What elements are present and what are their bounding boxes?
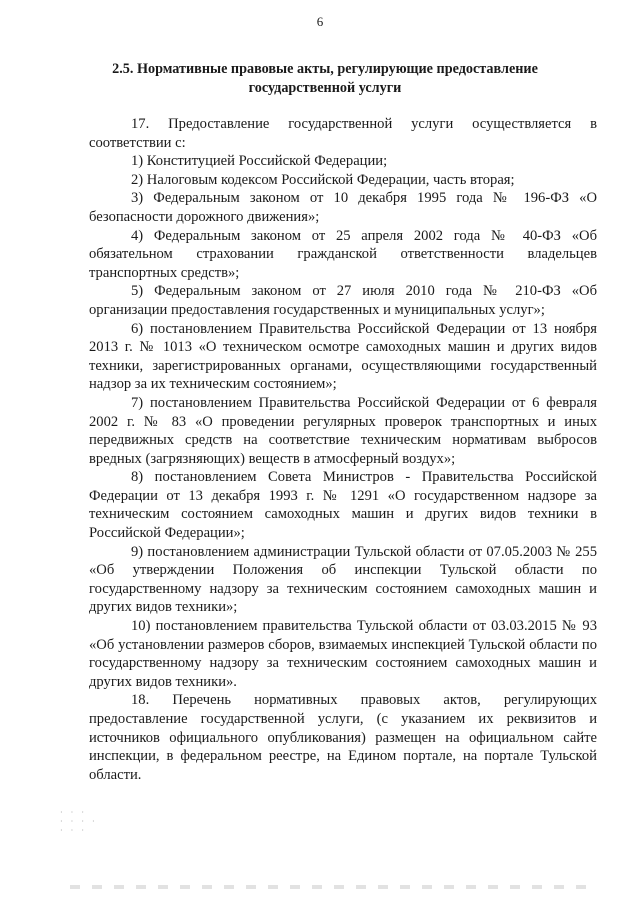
list-item: 9) постановлением администрации Тульской области от 07.05.2003 № 255 «Об утверждении Положения об инспекции Тульской области по государственному надзору за техническим состоянием самоходных машин и других видов техники»; <box>89 543 597 616</box>
paragraph-18: 18. Перечень нормативных правовых актов, регулирующих предоставление государственной услуги, (с указанием их реквизитов и источников официального опубликования) размещен на официальном сайте инспекции, в федеральном реестре, на Едином портале, на портале Тульской области. <box>89 692 597 783</box>
scan-specks: · · · · · · · · · · <box>60 808 98 835</box>
list-item: 6) постановлением Правительства Российской Федерации от 13 ноября 2013 г. № 1013 «О техническом осмотре самоходных машин и других видов техники, зарегистрированных органами, осуществляющими государственный надзор за их техническим состоянием»; <box>89 320 597 393</box>
list-item: 3) Федеральным законом от 10 декабря 1995 года № 196-ФЗ «О безопасности дорожного движения»; <box>89 190 597 225</box>
paragraph-17: 17. Предоставление государственной услуги осуществляется в соответствии с: <box>89 116 597 151</box>
scan-artifact-line <box>70 885 590 889</box>
document-body <box>89 115 597 784</box>
list-item: 1) Конституцией Российской Федерации; <box>131 153 388 170</box>
list-item: 5) Федеральным законом от 27 июля 2010 года № 210-ФЗ «Об организации предоставления государственных и муниципальных услуг»; <box>89 283 597 318</box>
list-item: 8) постановлением Совета Министров - Правительства Российской Федерации от 13 декабря 1993 г. № 1291 «О государственном надзоре за техническим состоянием самоходных машин и других видов техники в Российской Федерации»; <box>89 469 597 542</box>
list-item: 7) постановлением Правительства Российской Федерации от 6 февраля 2002 г. № 83 «О проведении регулярных проверок транспортных и иных передвижных средств на соответствие техническим нормативам выбросов вредных (загрязняющих) веществ в атмосферный воздух»; <box>89 394 597 467</box>
section-heading: 2.5. Нормативные правовые акты, регулирующие предоставление государственной услуги <box>112 61 538 96</box>
page-number: 6 <box>316 14 324 29</box>
list-item: 4) Федеральным законом от 25 апреля 2002 года № 40-ФЗ «Об обязательном страховании гражданской ответственности владельцев транспортных средств»; <box>89 227 597 281</box>
list-item: 2) Налоговым кодексом Российской Федерации, часть вторая; <box>131 171 515 188</box>
list-item: 10) постановлением правительства Тульской области от 03.03.2015 № 93 «Об установлении размеров сборов, взимаемых инспекцией Тульской области по государственному надзору за техническим состоянием самоходных машин и других видов техники». <box>89 618 597 690</box>
